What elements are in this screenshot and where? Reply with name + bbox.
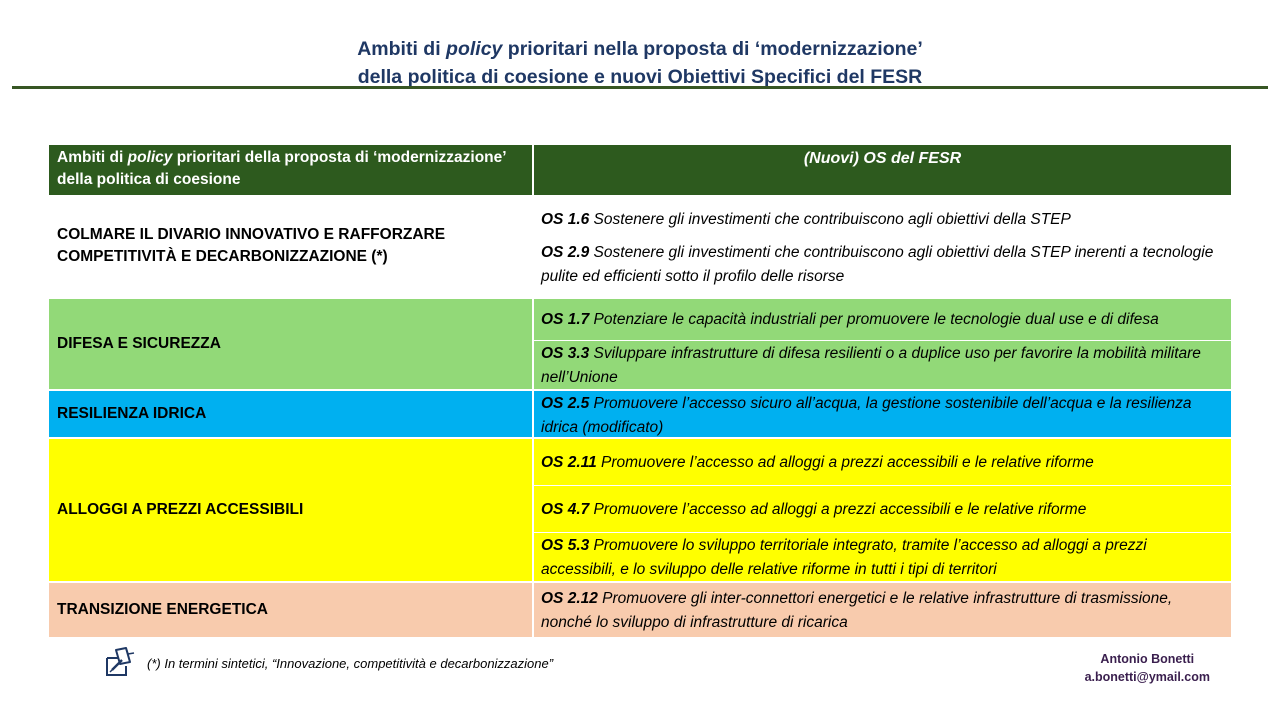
table-row	[49, 389, 1231, 437]
table-row	[49, 195, 1231, 297]
header-left: Ambiti di policy prioritari della proposta di ‘modernizzazione’ della politica di coesione	[49, 145, 534, 195]
author-email: a.bonetti@ymail.com	[1084, 670, 1210, 684]
os-item: OS 2.12 Promuovere gli inter-connettori energetici e le relative infrastrutture di trasmissione, nonché lo sviluppo di infrastrutture di ricarica	[541, 590, 1173, 631]
policy-table	[49, 145, 1231, 637]
title-line-1: Ambiti di policy prioritari nella proposta di ‘modernizzazione’	[357, 38, 923, 60]
table-row	[49, 581, 1231, 637]
os-item: OS 2.9 Sostenere gli investimenti che contribuiscono agli obiettivi della STEP inerenti a tecnologie pulite ed efficienti sotto il profilo delle risorse	[541, 244, 1214, 285]
os-item: OS 2.11 Promuovere l’accesso ad alloggi a prezzi accessibili e le relative riforme	[541, 453, 1094, 471]
os-item: OS 5.3 Promuovere lo sviluppo territoriale integrato, tramite l’accesso ad alloggi a prezzi accessibili, e lo sviluppo delle relative riforme in tutti i tipi di territori	[534, 532, 1231, 581]
policy-area-label: DIFESA E SICUREZZA	[49, 299, 534, 389]
os-cell	[534, 583, 1231, 637]
table-row	[49, 297, 1231, 389]
title-divider	[12, 86, 1268, 89]
footnote-text: (*) In termini sintetici, “Innovazione, competitività e decarbonizzazione”	[147, 656, 554, 671]
header-right: (Nuovi) OS del FESR	[803, 150, 962, 167]
table-row	[49, 437, 1231, 581]
slide-title	[60, 35, 1220, 91]
table-header	[49, 145, 1231, 195]
author-name: Antonio Bonetti	[1100, 652, 1195, 666]
policy-area-label: ALLOGGI A PREZZI ACCESSIBILI	[49, 439, 534, 581]
policy-area-label: RESILIENZA IDRICA	[49, 391, 534, 437]
os-item: OS 4.7 Promuovere l’accesso ad alloggi a prezzi accessibili e le relative riforme	[534, 485, 1231, 532]
policy-area-label: TRANSIZIONE ENERGETICA	[49, 583, 534, 637]
os-item: OS 1.7 Potenziare le capacità industriali per promuovere le tecnologie dual use e di difesa	[541, 311, 1159, 329]
os-item: OS 3.3 Sviluppare infrastrutture di difesa resilienti o a duplice uso per favorire la mobilità militare nell’Unione	[534, 340, 1231, 389]
os-cell	[534, 195, 1231, 297]
author-block	[1085, 650, 1210, 686]
os-item: OS 1.6 Sostenere gli investimenti che contribuiscono agli obiettivi della STEP	[541, 211, 1071, 228]
os-cell	[534, 299, 1231, 389]
note-icon	[104, 646, 138, 678]
os-cell	[534, 439, 1231, 581]
os-cell	[534, 391, 1231, 437]
title-line-2: della politica di coesione e nuovi Obiettivi Specifici del FESR	[357, 66, 923, 88]
policy-area-label: COLMARE IL DIVARIO INNOVATIVO E RAFFORZARE COMPETITIVITÀ E DECARBONIZZAZIONE (*)	[49, 195, 534, 297]
os-item: OS 2.5 Promuovere l’accesso sicuro all’acqua, la gestione sostenibile dell’acqua e la resilienza idrica (modificato)	[541, 395, 1192, 436]
